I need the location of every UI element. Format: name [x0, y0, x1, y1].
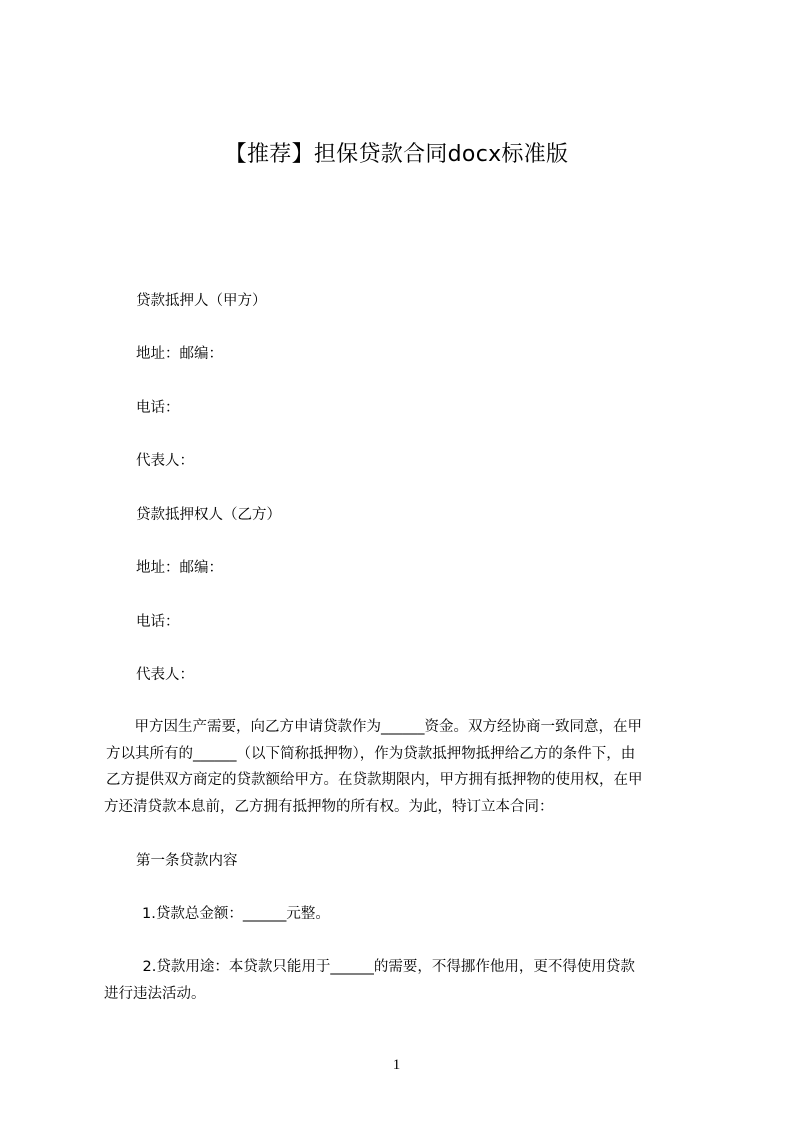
- clause-1-total-amount: 1.贷款总金额：______元整。: [142, 906, 330, 922]
- party-b-representative: 代表人：: [136, 667, 194, 683]
- party-b-address: 地址：邮编：: [136, 560, 223, 576]
- page-number: 1: [392, 1057, 401, 1073]
- clause-2-line: 2.贷款用途：本贷款只能用于______的需要，不得挪作他用，更不得使用贷款: [128, 959, 635, 975]
- preamble-line: 乙方提供双方商定的贷款额给甲方。在贷款期限内，甲方拥有抵押物的使用权，在甲: [106, 772, 643, 788]
- article-1-heading: 第一条贷款内容: [136, 853, 238, 869]
- clause-2-loan-purpose: [104, 954, 728, 1007]
- party-a-heading: 贷款抵押人（甲方）: [136, 293, 267, 309]
- preamble-paragraph: [104, 714, 720, 820]
- party-a-representative: 代表人：: [136, 453, 194, 469]
- document-title: 【推荐】担保贷款合同docx标准版: [224, 142, 569, 167]
- party-a-phone: 电话：: [136, 400, 180, 416]
- preamble-line: 方以其所有的______（以下简称抵押物），作为贷款抵押物抵押给乙方的条件下，由: [106, 745, 636, 762]
- party-b-phone: 电话：: [136, 614, 180, 630]
- clause-2-line: 进行违法活动。: [104, 985, 206, 1002]
- party-b-heading: 贷款抵押权人（乙方）: [136, 507, 281, 523]
- preamble-line: 甲方因生产需要，向乙方申请贷款作为______资金。双方经协商一致同意，在甲: [120, 719, 642, 735]
- preamble-line: 方还清贷款本息前，乙方拥有抵押物的所有权。为此，特订立本合同：: [104, 798, 554, 815]
- party-a-address: 地址：邮编：: [136, 346, 223, 362]
